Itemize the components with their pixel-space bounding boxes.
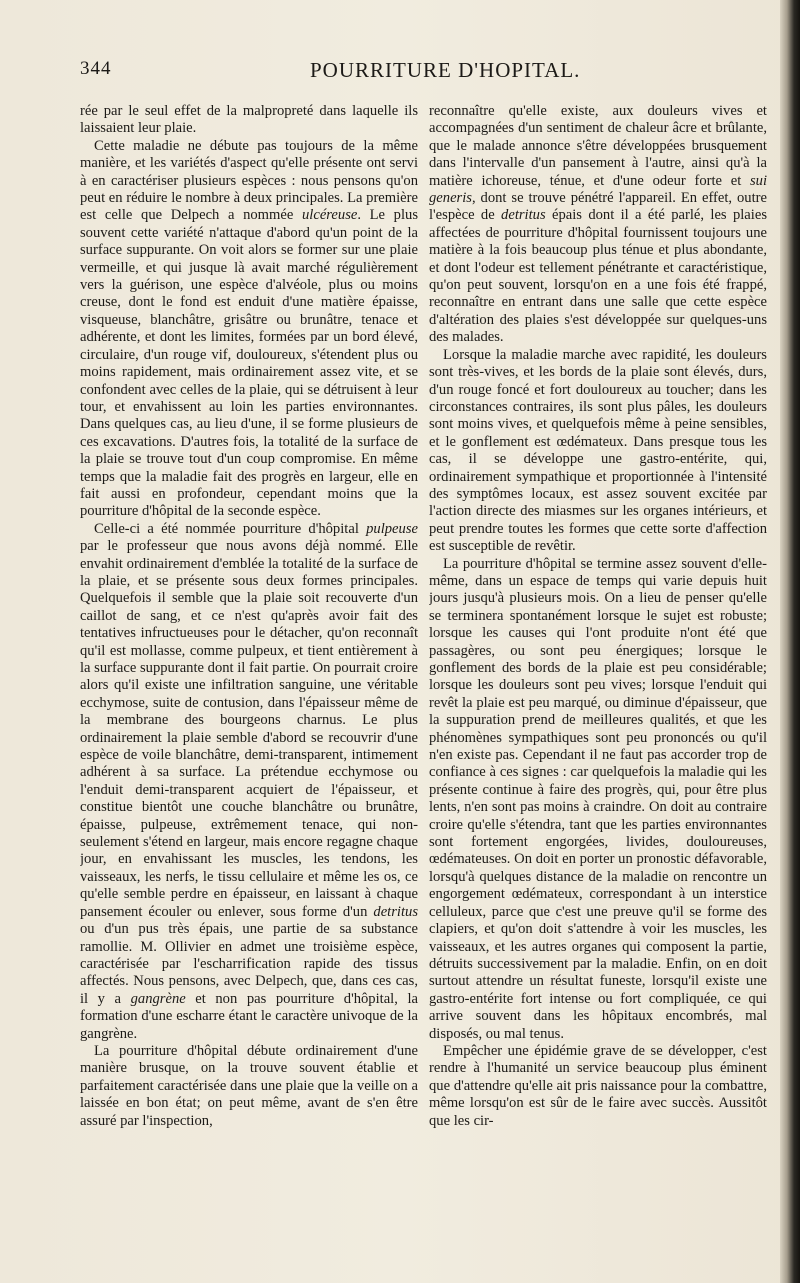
right-column bbox=[429, 103, 767, 1183]
italic-term: detritus bbox=[501, 207, 546, 224]
paragraph-text: Lorsque la maladie marche avec rapidité, les douleurs sont très-vives, et les bords de la plaie sont élevés, durs, d'un rouge foncé et fort douloureux au toucher; dans les circonstances contraires, ils sont plus pâles, les douleurs sont moins vives, et quelquefois même à peine sensibles, et le gonflement est œdémateux. Dans presque tous les cas, il se développe une gastro-entérite, qui, ordinairement sympathique et proportionnée à l'intensité des symptômes locaux, est assez souvent excitée par l'action directe des miasmes sur les organes intérieurs, et peut prendre toutes les formes que cette sorte d'affection est susceptible de revêtir. bbox=[429, 346, 767, 555]
paragraph-text: . Le plus souvent cette variété n'attaque d'abord qu'un point de la surface suppurante. On voit alors se former sur une plaie vermeille, et qui jusque là avait marché régulièrement vers la guérison, une espèce d'alvéole, plus ou moins creuse, dont le fond est enduit d'une matière épaisse, visqueuse, blanchâtre, grisâtre ou brunâtre, tenace et adhérente, et dont les limites, formées par un bord élevé, circulaire, d'un rouge vif, douloureux, s'étendent plus ou moins rapidement, mais ordinairement assez vite, et se confondent avec celles de la plaie, qui se détruisent à leur tour, et envahissent au loin les parties environnantes. Dans quelques cas, au lieu d'une, il se forme plusieurs de ces excavations. D'autres fois, la totalité de la surface de la plaie se trouve tout d'un coup compromise. En même temps que la maladie fait des progrès en largeur, elle en fait aussi en profondeur, cependant moins que la pourriture d'hôpital de la seconde espèce. bbox=[80, 207, 418, 520]
paragraph bbox=[429, 1043, 767, 1130]
paragraph-text: épais dont il a été parlé, les plaies affectées de pourriture d'hôpital fournissent toujours une matière à la fois beaucoup plus ténue et plus abondante, et dont l'odeur est tellement pénétrante et caractéristique, qu'on peut souvent, lorsqu'on en a une fois été frappé, reconnaître en entrant dans une salle que cette espèce d'altération des plaies s'est développée sur quelques-uns des malades. bbox=[429, 207, 767, 346]
paragraph bbox=[429, 103, 767, 347]
paragraph bbox=[80, 103, 418, 138]
paragraph-text: Cette maladie ne débute pas toujours de la même manière, et les variétés d'aspect qu'elle présente ont servi à en caractériser plusieurs espèces : nous pensons qu'on peut en réduire le nombre à deux principales. La première est celle que Delpech a nommée bbox=[80, 137, 418, 224]
paragraph-text: Celle-ci a été nommée pourriture d'hôpital bbox=[94, 520, 367, 537]
paragraph-text: La pourriture d'hôpital débute ordinairement d'une manière brusque, on la trouve souvent établie et parfaitement caractérisée dans une plaie que la veille on a laissée en bon état; on peut même, avant de s'en être assuré par l'inspection, bbox=[80, 1042, 418, 1129]
paragraph-text: reconnaître qu'elle existe, aux douleurs vives et accompagnées d'un sentiment de chaleur âcre et brûlante, que le malade annonce s'être développées brusquement dans l'intervalle d'un pansement à l'autre, ainsi qu'à la matière ichoreuse, ténue, et d'une odeur forte et bbox=[429, 103, 767, 189]
italic-term: pulpeuse bbox=[366, 520, 418, 537]
page-number: 344 bbox=[80, 58, 112, 79]
paragraph-text: La pourriture d'hôpital se termine assez souvent d'elle-même, dans un espace de temps qui varie depuis huit jours jusqu'à plusieurs mois. On a lieu de penser qu'elle se terminera spontanément lorsque le sujet est robuste; lorsque les causes qui l'ont produite n'ont été que passagères, ou sont peu énergiques; lorsque le gonflement des bords de la plaie est peu considérable; lorsque les douleurs sont peu vives; lorsque l'enduit qui revêt la plaie est peu marqué, ou diminue d'épaisseur, que la suppuration prend de meilleures qualités, et que les phénomènes sympathiques sont peu prononcés ou qu'il n'en existe pas. Cependant il ne faut pas accorder trop de confiance à ces signes : car quelquefois la maladie qui les présente continue à faire des progrès, qui, pour être plus lents, n'en sont pas moins à craindre. On doit au contraire croire qu'elle s'étendra, tant que les parties environnantes sont fortement engorgées, livides, douloureuses, œdémateuses. On doit en porter un pronostic défavorable, lorsqu'à quelques distance de la maladie on rencontre un engorgement œdémateux, correspondant à un interstice celluleux, parce que c'est une preuve qu'il se forme des clapiers, et qu'on doit s'attendre à voir les muscles, les vaisseaux, et les autres organes qui composent la partie, détruits successivement par la maladie. Enfin, on en doit surtout attendre un résultat funeste, lorsqu'il existe une gastro-entérite fort intense ou fort compliquée, ce qui arrive souvent dans les hôpitaux encombrés, mal disposés, ou mal tenus. bbox=[429, 555, 767, 1042]
page-edge-shadow bbox=[780, 0, 800, 1283]
italic-term: sui generis bbox=[429, 172, 767, 207]
paragraph-text: par le professeur que nous avons déjà nommé. Elle envahit ordinairement d'emblée la totalité de la surface de la plaie, et se présente sous deux formes principales. Quelquefois il semble que la plaie soit recouverte d'un caillot de sang, et ce n'est qu'après avoir fait des tentatives infructueuses pour le détacher, qu'on reconnaît qu'il est mollasse, comme pulpeux, et tient entièrement à la surface suppurante dont il fait partie. On pourrait croire alors qu'il existe une infiltration sanguine, une véritable ecchymose, suite de contusion, dans l'épaisseur même de la membrane des bourgeons charnus. Le plus ordinairement la plaie semble d'abord se recouvrir d'une espèce de voile blanchâtre, demi-transparent, intimement adhérent à sa surface. La prétendue ecchymose ou l'enduit demi-transparent acquiert de l'épaisseur, et constitue bientôt une couche blanchâtre ou brunâtre, épaisse, pulpeuse, extrêmement tenace, qui non-seulement s'étend en largeur, mais encore regagne chaque jour, en envahissant les muscles, les tendons, les vaisseaux, les nerfs, le tissu cellulaire et même les os, ce qu'elle semble perdre en épaisseur, en laissant à chaque pansement écouler ou enlever, sous forme d'un bbox=[80, 538, 418, 920]
paragraph-text: , dont se trouve pénétré l'appareil. En effet, outre l'espèce de bbox=[429, 190, 767, 224]
paragraph bbox=[80, 1043, 418, 1130]
italic-term: detritus bbox=[373, 903, 418, 920]
paragraph-text: et non pas pourriture d'hôpital, la formation d'une escharre étant le caractère univoque de la gangrène. bbox=[80, 990, 418, 1042]
page-header bbox=[80, 58, 780, 84]
paragraph-text: ou d'un pus très épais, une partie de sa substance ramollie. M. Ollivier en admet une troisième espèce, caractérisée par l'escharrification rapide des tissus affectés. Nous pensons, avec Delpech, que, dans ces cas, il y a bbox=[80, 921, 418, 1007]
paragraph bbox=[429, 556, 767, 1043]
italic-term: gangrène bbox=[130, 990, 186, 1007]
paragraph bbox=[80, 138, 418, 521]
paragraph-text: rée par le seul effet de la malpropreté dans laquelle ils laissaient leur plaie. bbox=[80, 103, 418, 137]
paragraph bbox=[429, 347, 767, 556]
left-column bbox=[80, 103, 418, 1183]
running-title: POURRITURE D'HOPITAL. bbox=[310, 58, 581, 82]
paragraph-text: Empêcher une épidémie grave de se développer, c'est rendre à l'humanité un service beaucoup plus éminent que d'attendre qu'elle ait pris naissance pour la combattre, même lorsqu'on est sûr de le faire avec succès. Aussitôt que les cir- bbox=[429, 1042, 767, 1129]
italic-term: ulcéreuse bbox=[301, 207, 358, 224]
paragraph bbox=[80, 521, 418, 1043]
